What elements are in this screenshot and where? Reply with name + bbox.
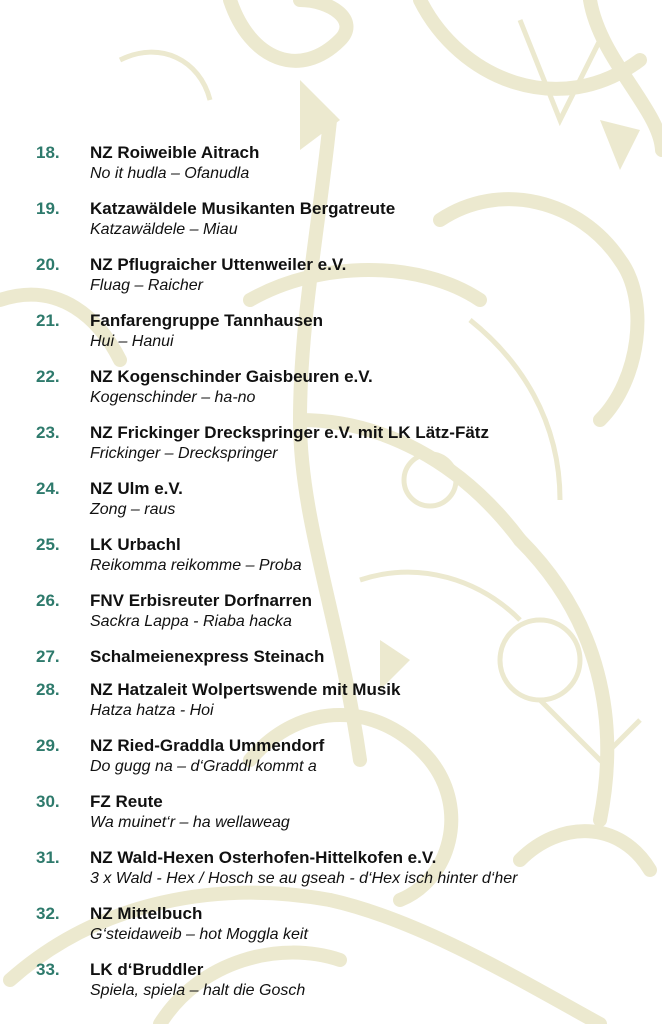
group-motto: Wa muinet‘r – ha wellaweag <box>90 814 290 831</box>
entry-number: 24. <box>36 479 60 498</box>
group-motto: Katzawäldele – Miau <box>90 221 238 238</box>
group-name: NZ Ried-Graddla Ummendorf <box>90 736 325 755</box>
list-item <box>0 140 662 196</box>
entry-number: 33. <box>36 960 60 979</box>
list-item <box>0 196 662 252</box>
entry-number: 29. <box>36 736 60 755</box>
entry-number: 22. <box>36 367 60 386</box>
group-motto: 3 x Wald - Hex / Hosch se au gseah - d‘Hex isch hinter d‘her <box>90 870 518 887</box>
group-name: NZ Hatzaleit Wolpertswende mit Musik <box>90 680 401 699</box>
participant-list <box>0 140 662 1013</box>
list-item <box>0 364 662 420</box>
list-item <box>0 901 662 957</box>
list-item <box>0 476 662 532</box>
entry-number: 32. <box>36 904 60 923</box>
group-motto: Spiela, spiela – halt die Gosch <box>90 982 306 999</box>
list-item <box>0 252 662 308</box>
group-name: NZ Kogenschinder Gaisbeuren e.V. <box>90 367 373 386</box>
entry-number: 30. <box>36 792 60 811</box>
group-motto: Sackra Lappa - Riaba hacka <box>90 613 292 630</box>
group-name: NZ Frickinger Dreckspringer e.V. mit LK Lätz-Fätz <box>90 423 489 442</box>
group-name: Katzawäldele Musikanten Bergatreute <box>90 199 396 218</box>
group-name: Schalmeienexpress Steinach <box>90 647 325 666</box>
group-name: NZ Mittelbuch <box>90 904 203 923</box>
group-motto: Frickinger – Dreckspringer <box>90 445 278 462</box>
group-motto: Hatza hatza - Hoi <box>90 702 214 719</box>
group-motto: Reikomma reikomme – Proba <box>90 557 302 574</box>
list-item <box>0 789 662 845</box>
entry-number: 20. <box>36 255 60 274</box>
list-item <box>0 588 662 644</box>
group-motto: Kogenschinder – ha-no <box>90 389 256 406</box>
group-name: NZ Wald-Hexen Osterhofen-Hittelkofen e.V. <box>90 848 437 867</box>
entry-number: 26. <box>36 591 60 610</box>
list-item <box>0 308 662 364</box>
entry-number: 19. <box>36 199 60 218</box>
group-name: NZ Roiweible Aitrach <box>90 143 260 162</box>
entry-number: 23. <box>36 423 60 442</box>
list-item <box>0 644 662 677</box>
group-name: FZ Reute <box>90 792 163 811</box>
entry-number: 21. <box>36 311 60 330</box>
group-name: LK Urbachl <box>90 535 181 554</box>
group-name: Fanfarengruppe Tannhausen <box>90 311 323 330</box>
group-name: NZ Ulm e.V. <box>90 479 183 498</box>
group-motto: Zong – raus <box>90 501 176 518</box>
group-motto: Do gugg na – d‘Graddl kommt a <box>90 758 317 775</box>
list-item <box>0 733 662 789</box>
list-item <box>0 845 662 901</box>
group-name: LK d‘Bruddler <box>90 960 204 979</box>
entry-number: 27. <box>36 647 60 666</box>
group-name: FNV Erbisreuter Dorfnarren <box>90 591 312 610</box>
group-motto: G‘steidaweib – hot Moggla keit <box>90 926 308 943</box>
group-motto: Hui – Hanui <box>90 333 174 350</box>
group-motto: Fluag – Raicher <box>90 277 203 294</box>
entry-number: 31. <box>36 848 60 867</box>
list-item <box>0 532 662 588</box>
list-item <box>0 677 662 733</box>
group-motto: No it hudla – Ofanudla <box>90 165 250 182</box>
entry-number: 18. <box>36 143 60 162</box>
entry-number: 25. <box>36 535 60 554</box>
list-item <box>0 957 662 1013</box>
group-name: NZ Pflugraicher Uttenweiler e.V. <box>90 255 347 274</box>
entry-number: 28. <box>36 680 60 699</box>
list-item <box>0 420 662 476</box>
